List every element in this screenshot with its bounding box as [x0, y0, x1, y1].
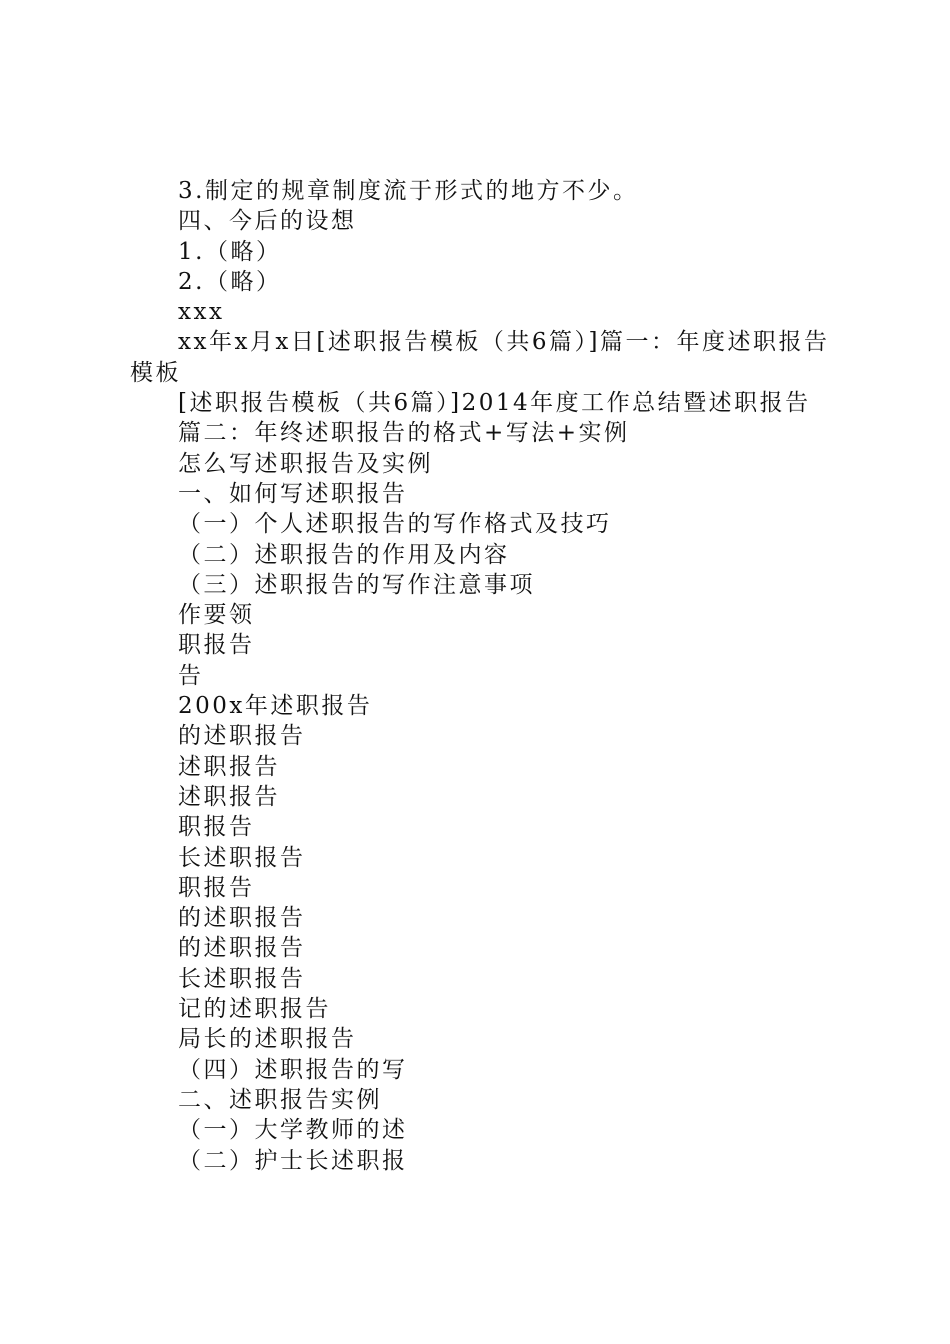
text-line: （四）述职报告的写 [178, 1056, 408, 1083]
text-line: （三）述职报告的写作注意事项 [178, 571, 535, 598]
text-line: 长述职报告 [178, 844, 306, 871]
text-line: [述职报告模板（共6篇）]2014年度工作总结暨述职报告 [178, 390, 811, 417]
section-heading: 篇二：年终述职报告的格式+写法+实例 [178, 420, 630, 447]
text-line: 述职报告 [178, 753, 280, 780]
text-line: 职报告 [178, 632, 255, 659]
text-line: 的述职报告 [178, 935, 306, 962]
text-line: 作要领 [178, 602, 255, 629]
text-line: 记的述职报告 [178, 996, 331, 1023]
document-body [130, 176, 830, 1176]
text-line: 述职报告 [178, 783, 280, 810]
text-line: （二）护士长述职报 [178, 1147, 408, 1174]
date-title-line: xx年x月x日[述职报告模板（共6篇）]篇一：年度述职报告模板 [130, 329, 830, 386]
text-line: 告 [178, 662, 204, 689]
section-heading: 四、今后的设想 [178, 208, 357, 235]
text-line: 职报告 [178, 814, 255, 841]
text-line: 怎么写述职报告及实例 [178, 450, 433, 477]
text-line: （一）大学教师的述 [178, 1117, 408, 1144]
text-line: 200x年述职报告 [178, 693, 373, 720]
text-line: 的述职报告 [178, 905, 306, 932]
section-heading: 一、如何写述职报告 [178, 480, 408, 507]
signature-line: xxx [178, 299, 225, 326]
text-line: （一）个人述职报告的写作格式及技巧 [178, 511, 612, 538]
text-line: 1.（略） [178, 238, 282, 265]
text-line: 2.（略） [178, 268, 282, 295]
text-line: 职报告 [178, 874, 255, 901]
text-line: （二）述职报告的作用及内容 [178, 541, 510, 568]
text-line: 局长的述职报告 [178, 1026, 357, 1053]
text-line: 长述职报告 [178, 965, 306, 992]
text-line: 3.制定的规章制度流于形式的地方不少。 [178, 178, 639, 204]
section-heading: 二、述职报告实例 [178, 1086, 382, 1113]
text-line: 的述职报告 [178, 723, 306, 750]
